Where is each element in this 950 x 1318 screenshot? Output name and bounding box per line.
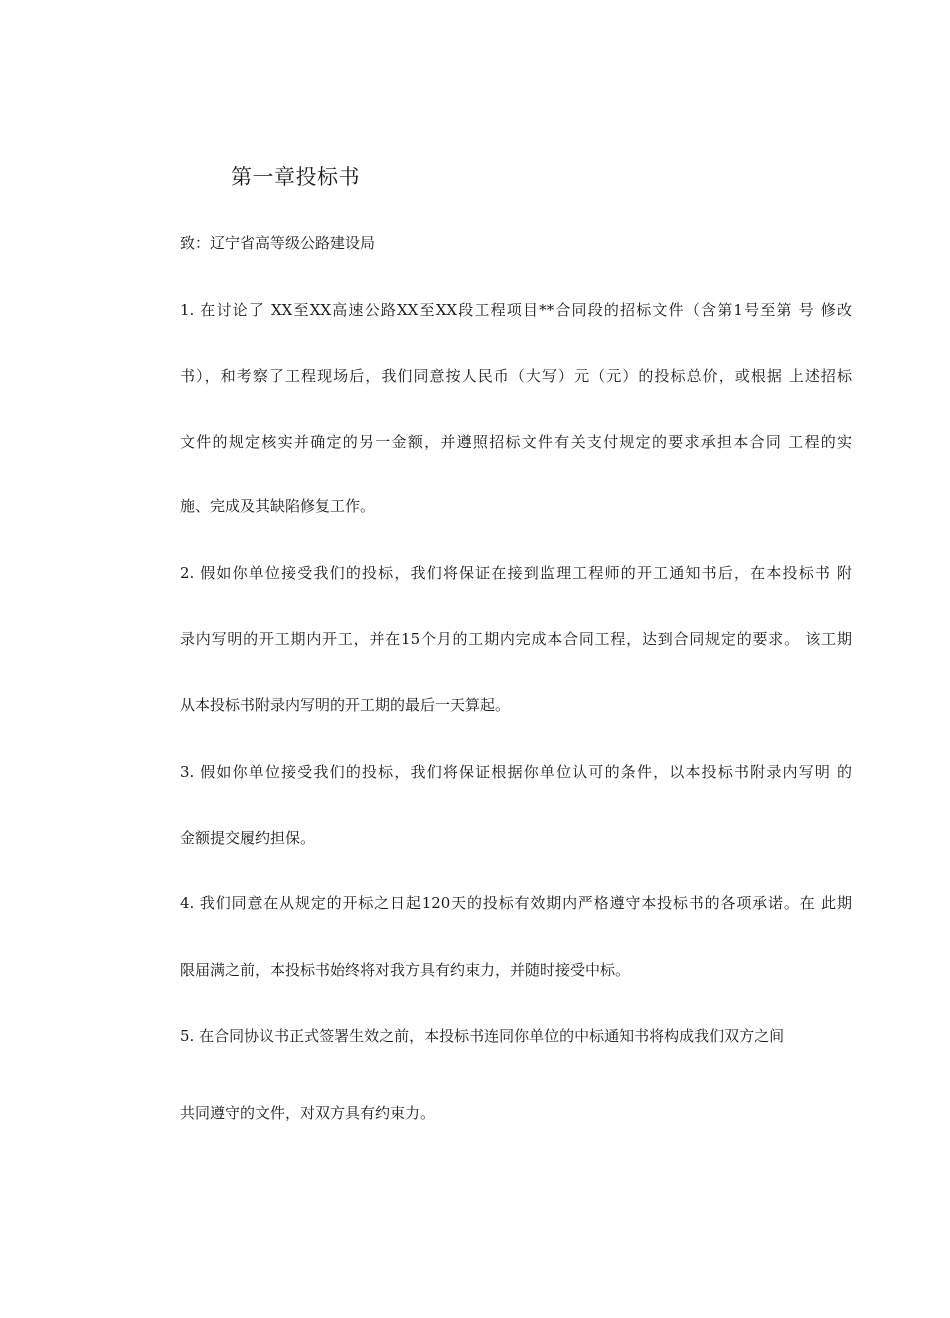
paragraph-2-line-1: 2. 假如你单位接受我们的投标，我们将保证在接到监理工程师的开工通知书后，在本投标书 附 xyxy=(180,564,852,582)
paragraph-4-line-1: 4. 我们同意在从规定的开标之日起120天的投标有效期内严格遵守本投标书的各项承诺。在 此期 xyxy=(180,894,852,912)
paragraph-2-line-3: 从本投标书附录内写明的开工期的最后一天算起。 xyxy=(180,696,511,714)
paragraph-4-line-2: 限届满之前，本投标书始终将对我方具有约束力，并随时接受中标。 xyxy=(180,961,631,979)
paragraph-5-line-1: 5. 在合同协议书正式签署生效之前，本投标书连同你单位的中标通知书将构成我们双方之间 xyxy=(180,1027,785,1045)
page-title: 第一章投标书 xyxy=(231,165,360,189)
paragraph-1-line-2: 书），和考察了工程现场后，我们同意按人民币（大写）元（元）的投标总价，或根据 上述招标 xyxy=(180,367,852,385)
paragraph-3-line-2: 金额提交履约担保。 xyxy=(180,829,316,847)
salutation: 致：辽宁省高等级公路建设局 xyxy=(180,234,376,252)
paragraph-1-line-1: 1. 在讨论了 XX至XX高速公路XX至XX段工程项目**合同段的招标文件（含第1号至第 号 修改 xyxy=(180,301,852,319)
paragraph-5-line-2: 共同遵守的文件，对双方具有约束力。 xyxy=(180,1104,436,1122)
paragraph-1-line-4: 施、完成及其缺陷修复工作。 xyxy=(180,497,376,515)
paragraph-3-line-1: 3. 假如你单位接受我们的投标，我们将保证根据你单位认可的条件，以本投标书附录内写明 的 xyxy=(180,763,852,781)
paragraph-2-line-2: 录内写明的开工期内开工，并在15个月的工期内完成本合同工程，达到合同规定的要求。 该工期 xyxy=(180,630,852,648)
paragraph-1-line-3: 文件的规定核实并确定的另一金额，并遵照招标文件有关支付规定的要求承担本合同 工程的实 xyxy=(180,433,852,451)
